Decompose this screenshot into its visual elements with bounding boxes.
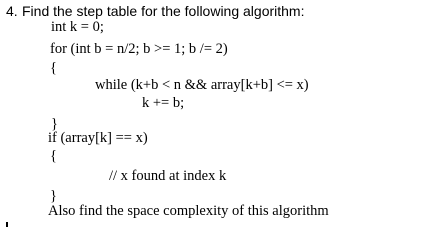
code-line-for-loop: for (int b = n/2; b >= 1; b /= 2)	[50, 41, 228, 57]
code-line-while-loop: while (k+b < n && array[k+b] <= x)	[95, 77, 309, 93]
code-line-increment-k: k += b;	[142, 95, 185, 111]
question-heading	[6, 3, 305, 19]
code-line-close-brace-for: }	[51, 116, 58, 132]
code-line-close-brace-if: }	[50, 188, 57, 204]
code-line-open-brace-for: {	[50, 60, 57, 76]
code-line-open-brace-if: {	[50, 148, 57, 164]
code-line-init-k: int k = 0;	[51, 19, 104, 35]
bottom-edge-mark	[6, 222, 8, 227]
question-number: 4.	[6, 3, 18, 19]
code-line-comment: // x found at index k	[109, 168, 227, 184]
question-prompt: Find the step table for the following algorithm:	[22, 3, 305, 19]
code-line-if-condition: if (array[k] == x)	[48, 130, 148, 146]
space-complexity-prompt: Also find the space complexity of this algorithm	[48, 203, 329, 219]
